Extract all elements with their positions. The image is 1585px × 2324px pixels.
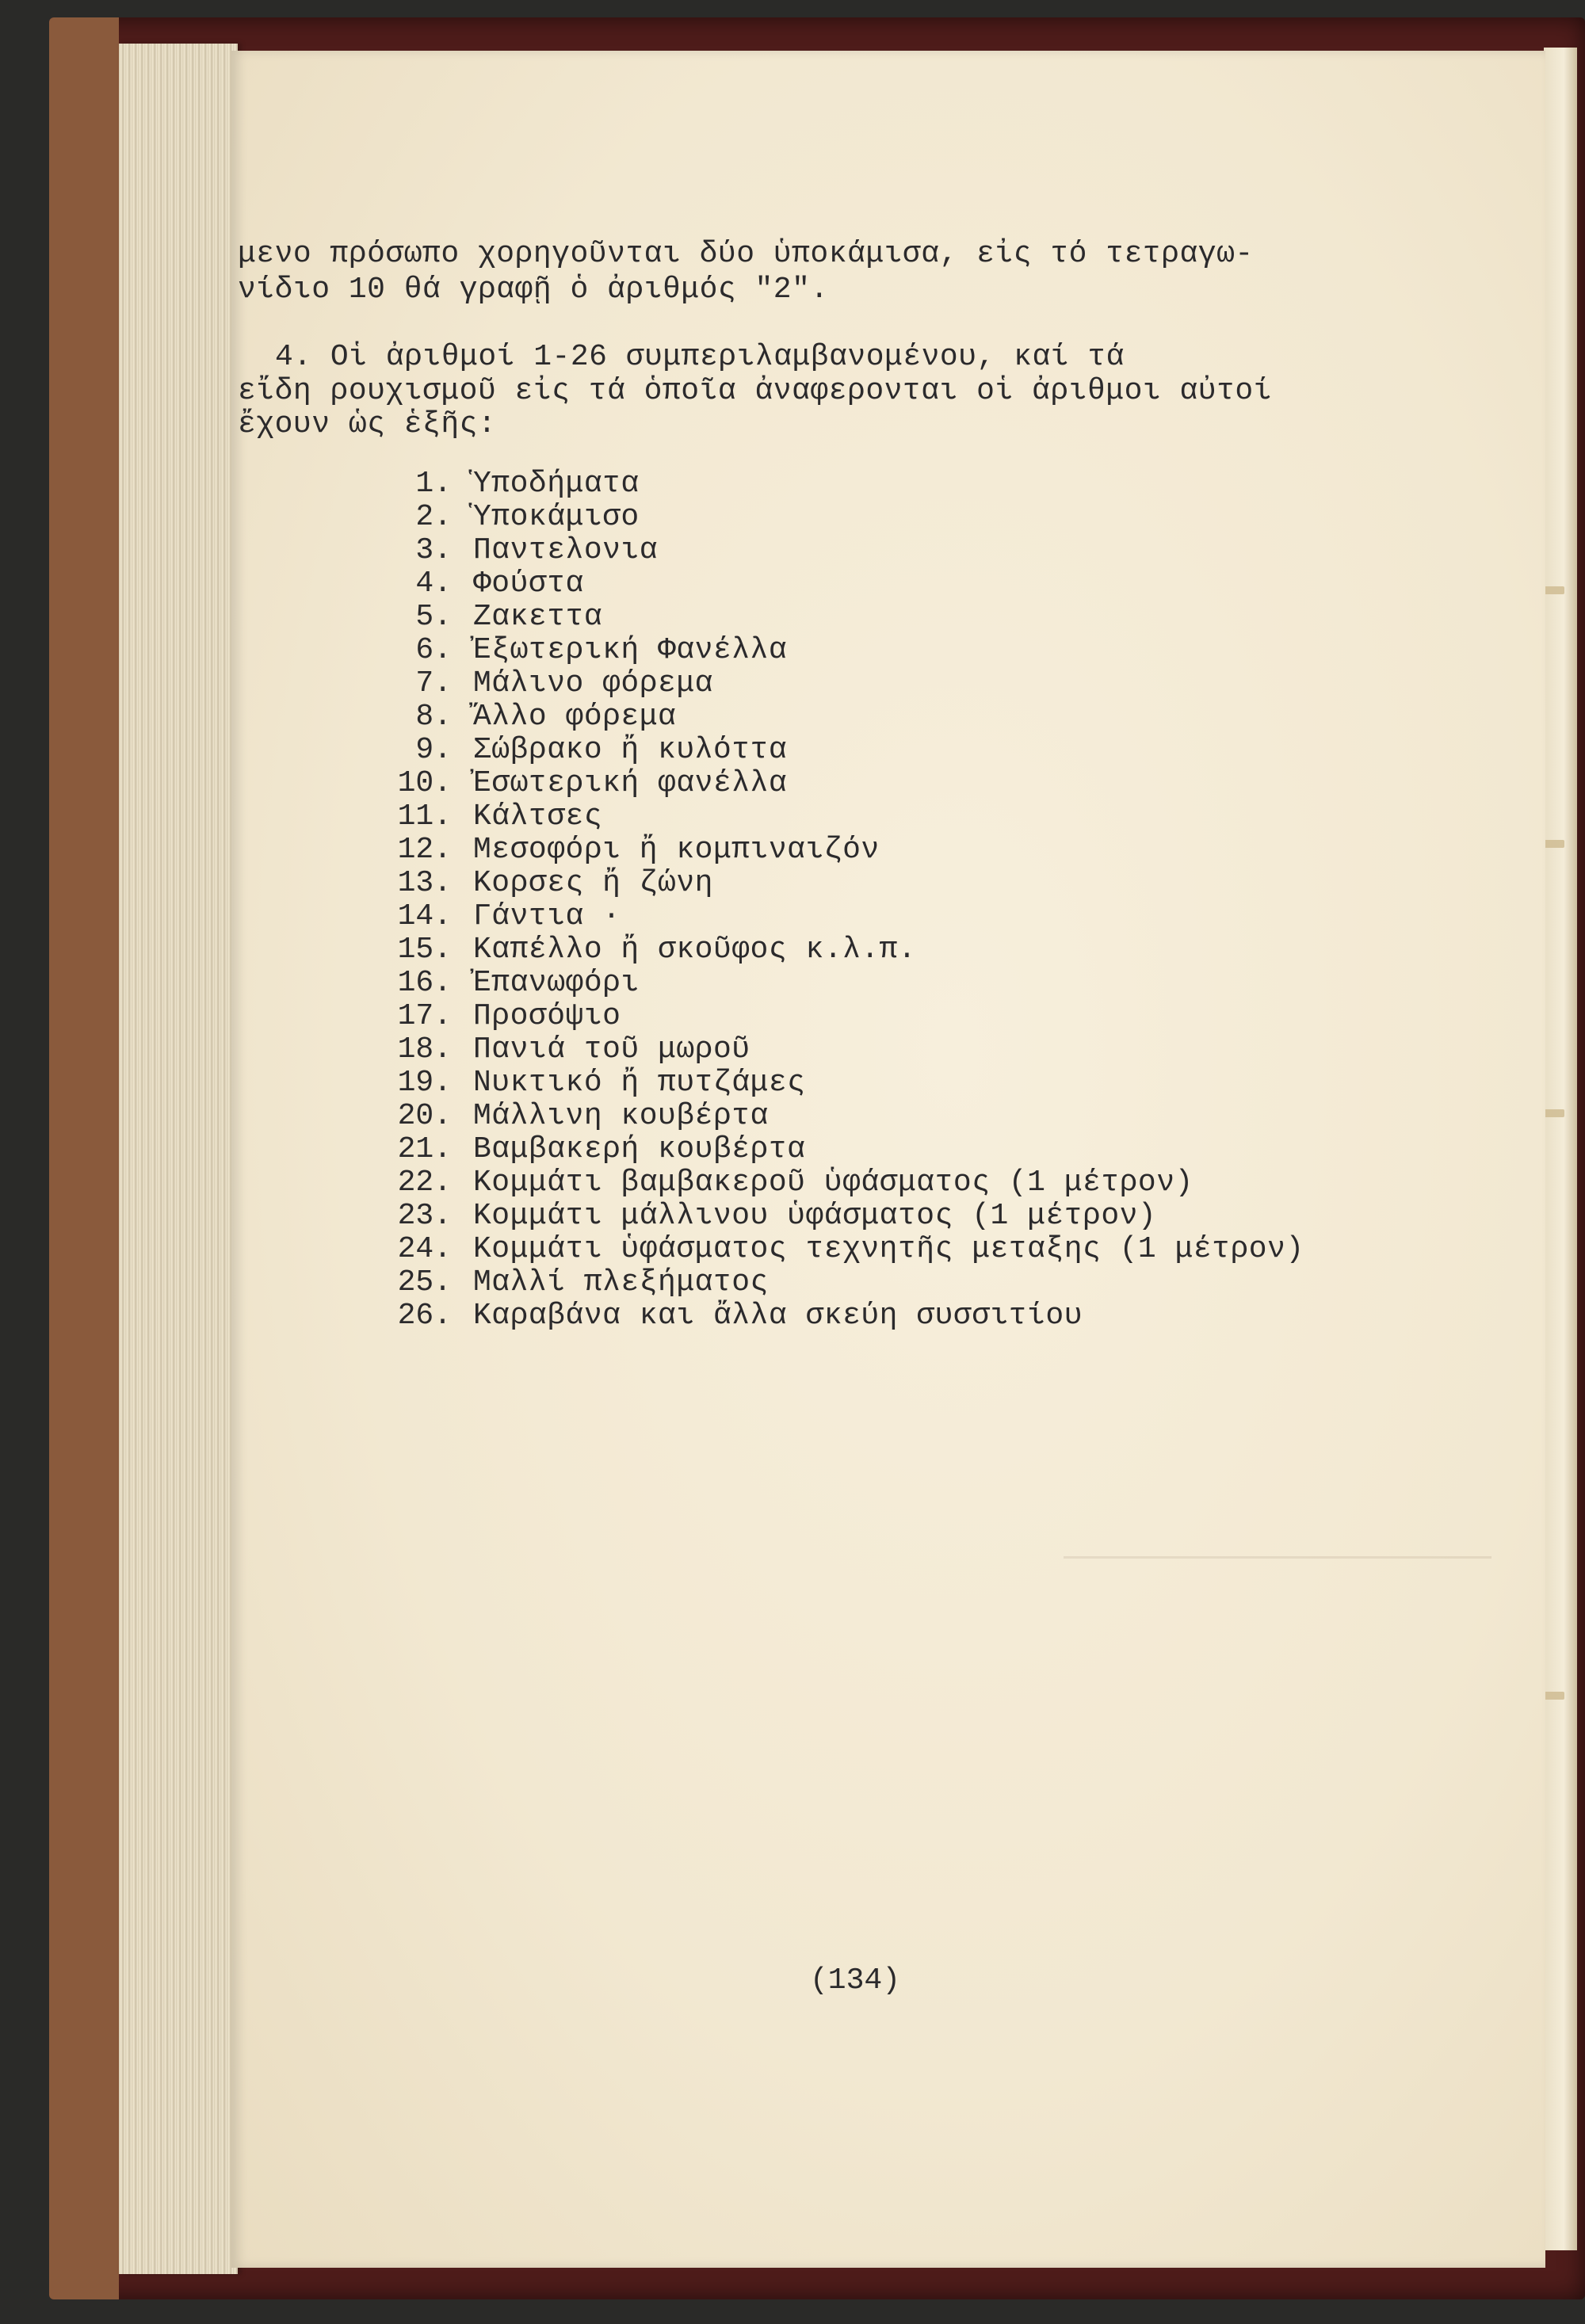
- item-label: Ἄλλο φόρεμα: [473, 700, 677, 734]
- show-through-rule: [1064, 1556, 1491, 1559]
- item-number: 13.: [397, 866, 452, 900]
- item-number: 25.: [397, 1265, 452, 1299]
- item-label: Γάντια ·: [473, 899, 621, 933]
- item-label: Ὑποδήματα: [473, 467, 640, 501]
- para4-line-1: 4. Οἱ ἀριθμοί 1-26 συμπεριλαμβανομένου, καί τά: [275, 340, 1125, 374]
- right-page-edge: [1544, 48, 1577, 2250]
- item-label: Κορσες ἤ ζώνη: [473, 866, 713, 900]
- item-label: Μάλινο φόρεμα: [473, 666, 713, 700]
- item-number: 22.: [397, 1166, 452, 1200]
- item-label: Πανιά τοῦ μωροῦ: [473, 1032, 750, 1067]
- intro-line-2: νίδιο 10 θά γραφῇ ὁ ἀριθμός "2".: [238, 273, 829, 307]
- para4-line-2: εἴδη ρουχισμοῦ εἰς τά ὁποῖα ἀναφερονται οἱ ἀριθμοι αὐτοί: [238, 374, 1273, 408]
- tape-mark: [1544, 586, 1564, 594]
- item-number: 23.: [397, 1199, 452, 1233]
- para4-line-3: ἔχουν ὡς ἑξῆς:: [238, 407, 497, 441]
- item-label: Μαλλί πλεξήματος: [473, 1265, 769, 1299]
- tape-mark: [1544, 1109, 1564, 1117]
- item-label: Παντελονια: [473, 533, 659, 567]
- item-number: 1.: [415, 467, 452, 501]
- item-label: Βαμβακερή κουβέρτα: [473, 1132, 806, 1166]
- item-label: Μεσοφόρι ἤ κομπιναιζόν: [473, 833, 880, 867]
- item-number: 17.: [397, 999, 452, 1033]
- item-label: Μάλλινη κουβέρτα: [473, 1099, 769, 1133]
- item-number: 14.: [397, 899, 452, 933]
- item-number: 8.: [415, 700, 452, 734]
- item-number: 24.: [397, 1232, 452, 1266]
- item-number: 7.: [415, 666, 452, 700]
- item-label: Καραβάνα και ἄλλα σκεύη συσσιτίου: [473, 1299, 1083, 1333]
- item-label: Προσόψιο: [473, 999, 621, 1033]
- item-number: 12.: [397, 833, 452, 867]
- item-number: 21.: [397, 1132, 452, 1166]
- item-label: Καπέλλο ἤ σκοῦφος κ.λ.π.: [473, 933, 917, 967]
- item-number: 19.: [397, 1066, 452, 1100]
- item-label: Σώβρακο ἤ κυλόττα: [473, 733, 788, 767]
- item-number: 20.: [397, 1099, 452, 1133]
- page-number: (134): [810, 1963, 901, 1998]
- page-edges: [119, 44, 238, 2274]
- item-number: 18.: [397, 1032, 452, 1067]
- book-spine: [49, 17, 119, 2299]
- item-label: Νυκτικό ἤ πυτζάμες: [473, 1066, 806, 1100]
- item-number: 15.: [397, 933, 452, 967]
- item-label: Κάλτσες: [473, 799, 603, 834]
- item-number: 11.: [397, 799, 452, 834]
- item-number: 9.: [415, 733, 452, 767]
- item-label: Ὑποκάμισο: [473, 500, 640, 534]
- item-label: Ἐξωτερική Φανέλλα: [473, 633, 788, 667]
- item-label: Κομμάτι μάλλινου ὑφάσματος (1 μέτρον): [473, 1199, 1157, 1233]
- item-label: Κομμάτι βαμβακεροῦ ὑφάσματος (1 μέτρον): [473, 1166, 1194, 1200]
- item-label: Ζακεττα: [473, 600, 603, 634]
- tape-mark: [1544, 1692, 1564, 1700]
- item-label: Κομμάτι ὑφάσματος τεχνητῆς μεταξης (1 μέτρον): [473, 1232, 1304, 1266]
- item-label: Ἐσωτερική φανέλλα: [473, 766, 788, 800]
- intro-line-1: μενο πρόσωπο χορηγοῦνται δύο ὑποκάμισα, εἰς τό τετραγω-: [238, 237, 1254, 271]
- item-number: 3.: [415, 533, 452, 567]
- item-number: 4.: [415, 567, 452, 601]
- tape-mark: [1544, 840, 1564, 848]
- item-label: Ἐπανωφόρι: [473, 966, 640, 1000]
- item-number: 26.: [397, 1299, 452, 1333]
- item-number: 5.: [415, 600, 452, 634]
- item-number: 16.: [397, 966, 452, 1000]
- item-number: 2.: [415, 500, 452, 534]
- item-number: 6.: [415, 633, 452, 667]
- item-number: 10.: [397, 766, 452, 800]
- item-label: Φούστα: [473, 567, 584, 601]
